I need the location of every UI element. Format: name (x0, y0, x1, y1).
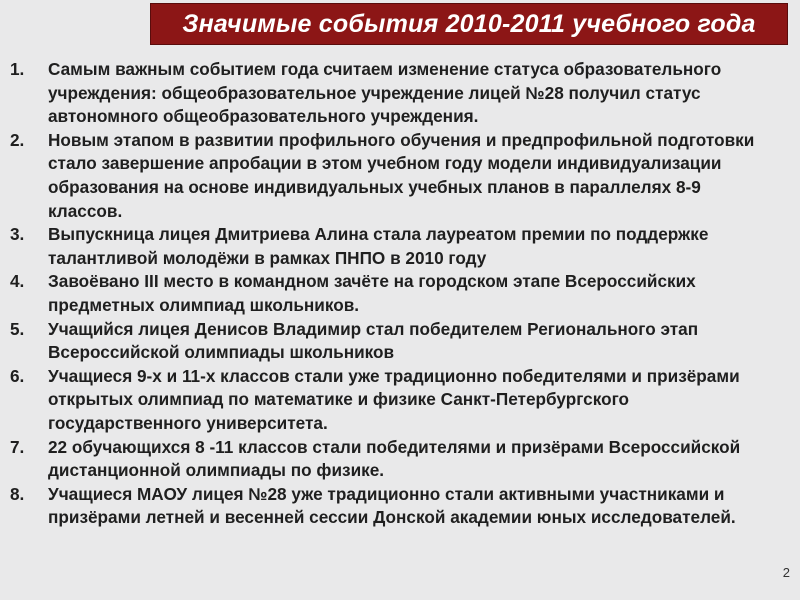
list-item-number: 2. (10, 129, 25, 150)
events-list (0, 58, 790, 530)
list-item (0, 436, 790, 483)
list-item-text: Учащиеся МАОУ лицея №28 уже традиционно стали активными участниками и призёрами летней и весенней сессии Донской академии юных исследователей. (48, 483, 736, 528)
list-item (0, 270, 790, 317)
list-item-text: Учащиеся 9-х и 11-х классов стали уже традиционно победителями и призёрами открытых олимпиад по математике и физике Санкт-Петербургского государственного университета. (48, 365, 740, 433)
list-item-text: Новым этапом в развитии профильного обучения и предпрофильной подготовки стало завершение апробации в этом учебном году модели индивидуализации образования на основе индивидуальных учебных планов в параллелях 8-9 классов. (48, 129, 755, 221)
list-item-number: 5. (10, 318, 25, 339)
list-item-number: 6. (10, 365, 25, 386)
title-bar (150, 3, 788, 45)
list-item-number: 1. (10, 59, 25, 79)
list-item (0, 365, 790, 436)
list-item-text: Учащийся лицея Денисов Владимир стал победителем Регионального этап Всероссийской олимпиады школьников (48, 318, 699, 363)
list-item-text: Завоёвано III место в командном зачёте на городском этапе Всероссийских предметных олимпиад школьников. (48, 271, 696, 315)
list-item-number: 8. (10, 483, 25, 504)
slide-title: Значимые события 2010-2011 учебного года (182, 9, 756, 38)
list-item-number: 4. (10, 271, 25, 292)
list-item-text: 22 обучающихся 8 -11 классов стали победителями и призёрами Всероссийской дистанционной олимпиады по физике. (48, 436, 741, 481)
page-number: 2 (782, 565, 790, 580)
list-item-text: Самым важным событием года считаем изменение статуса образовательного учреждения: общеобразовательное учреждение лицей №28 получил статус автономного общеобразовательного учреждения. (48, 59, 722, 127)
list-item-number: 3. (10, 224, 25, 245)
list-item (0, 483, 790, 530)
list-item (0, 318, 790, 365)
list-item-text: Выпускница лицея Дмитриева Алина стала лауреатом премии по поддержке талантливой молодёжи в рамках ПНПО в 2010 году (48, 224, 709, 268)
list-item (0, 58, 790, 129)
list-item (0, 223, 790, 270)
list-item-number: 7. (10, 436, 25, 457)
list-item (0, 129, 790, 223)
